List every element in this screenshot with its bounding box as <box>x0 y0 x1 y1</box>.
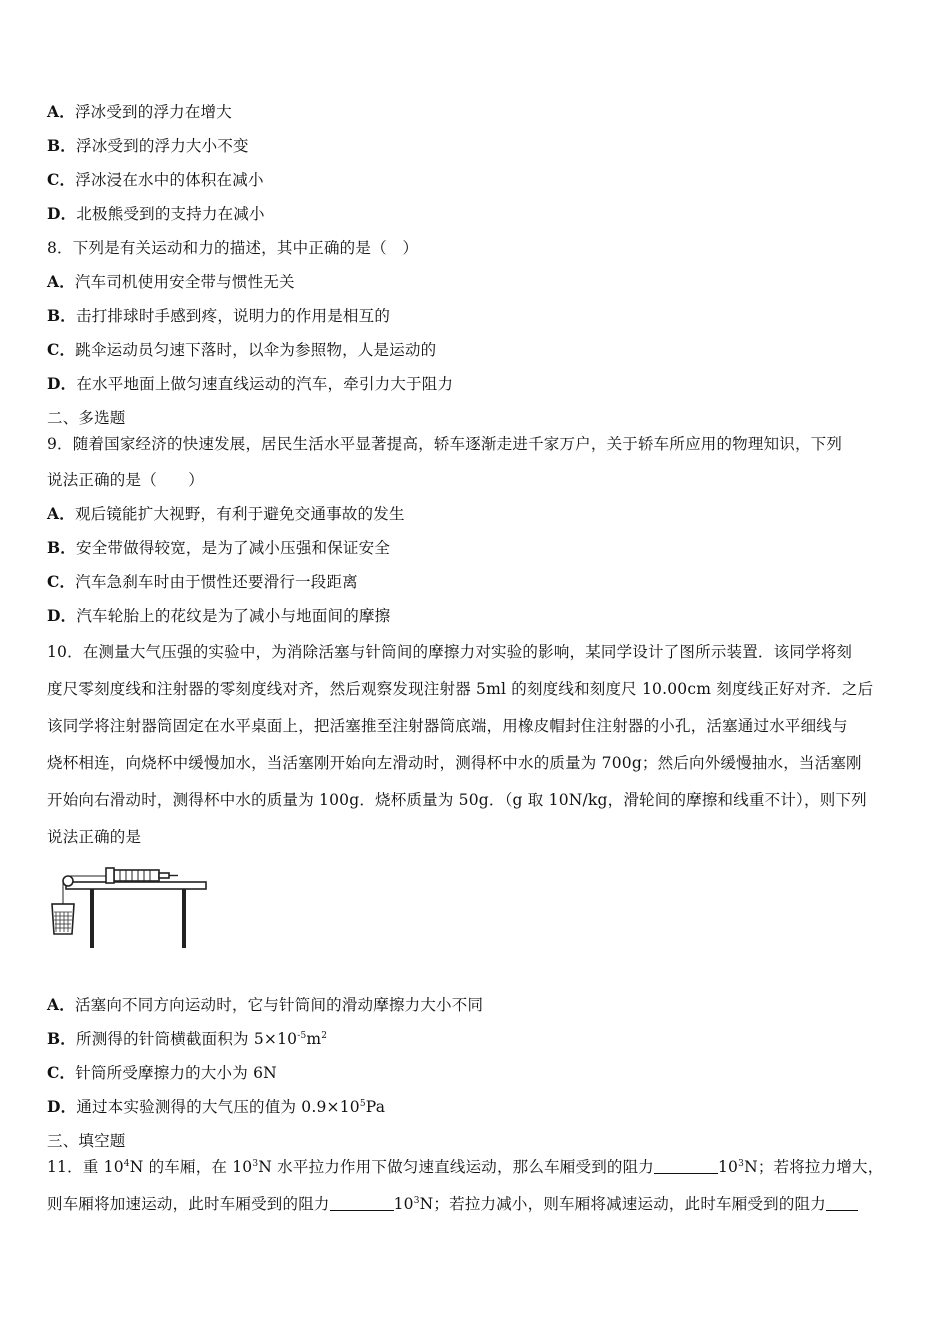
section-title-multi-choice: 二、多选题 <box>47 409 126 427</box>
q8-stem: 8．下列是有关运动和力的描述，其中正确的是（ ） <box>47 239 419 257</box>
q7-option-a: A．浮冰受到的浮力在增大 <box>47 102 232 121</box>
q9-option-d: D．汽车轮胎上的花纹是为了减小与地面间的摩擦 <box>47 606 391 625</box>
q9-option-c: C．汽车急刹车时由于惯性还要滑行一段距离 <box>47 572 358 591</box>
q8-option-d: D．在水平地面上做匀速直线运动的汽车，牵引力大于阻力 <box>47 374 454 393</box>
q10-stem-line-6: 说法正确的是 <box>47 828 142 846</box>
q10-option-a: A．活塞向不同方向运动时，它与针筒间的滑动摩擦力大小不同 <box>47 995 484 1014</box>
q9-option-a: A．观后镜能扩大视野，有利于避免交通事故的发生 <box>47 504 405 523</box>
syringe-plunger <box>106 868 114 883</box>
q10-stem-line-2: 度尺零刻度线和注射器的零刻度线对齐，然后观察发现注射器 5ml 的刻度线和刻度尺 10.00cm 刻度线正好对齐．之后 <box>47 680 874 698</box>
section-title-fill-blank: 三、填空题 <box>47 1132 126 1150</box>
answer-blank-2[interactable] <box>330 1196 394 1211</box>
q8-option-b: B．击打排球时手感到疼，说明力的作用是相互的 <box>47 306 391 325</box>
q9-stem-line-1: 9．随着国家经济的快速发展，居民生活水平显著提高，轿车逐渐走进千家万户，关于轿车所应用的物理知识，下列 <box>47 435 843 453</box>
table-top <box>66 882 206 889</box>
q7-option-c: C．浮冰浸在水中的体积在减小 <box>47 170 264 189</box>
q11-line-2: 则车厢将加速运动，此时车厢受到的阻力 $10^3N$；若拉力减小，则车厢将减速运动，此时车厢受到的阻力 <box>47 1194 858 1214</box>
q10-option-c: C．针筒所受摩擦力的大小为 6N <box>47 1063 277 1082</box>
q10-stem-line-4: 烧杯相连，向烧杯中缓慢加水，当活塞刚开始向左滑动时，测得杯中水的质量为 700g；然后向外缓慢抽水，当活塞刚 <box>47 754 862 772</box>
syringe-nozzle <box>159 873 169 878</box>
q10-option-d: D．通过本实验测得的大气压的值为 $0.9\times 10^5Pa$ <box>47 1097 386 1116</box>
q10-stem-line-3: 该同学将注射器筒固定在水平桌面上，把活塞推至注射器筒底端，用橡皮帽封住注射器的小孔，活塞通过水平细线与 <box>47 717 848 735</box>
answer-blank-3[interactable] <box>826 1196 858 1211</box>
q10-option-b: B．所测得的针筒横截面积为 $5\times 10^{-5}m^2$ <box>47 1029 328 1048</box>
syringe-barrel <box>114 870 159 881</box>
q7-option-b: B．浮冰受到的浮力大小不变 <box>47 136 249 155</box>
q7-option-d: D．北极熊受到的支持力在减小 <box>47 204 265 223</box>
q11-line-1: 11．重 $10^4N$ 的车厢，在 $10^3N$ 水平拉力作用下做匀速直线运动，那么车厢受到的阻力 $10^3N$；若将拉力增大， <box>47 1158 884 1176</box>
syringe-apparatus-figure <box>48 862 218 974</box>
q10-stem-line-1: 10．在测量大气压强的实验中，为消除活塞与针筒间的摩擦力对实验的影响，某同学设计了图所示装置．该同学将刻 <box>47 643 853 661</box>
pulley <box>63 876 73 886</box>
beaker <box>52 904 74 934</box>
q9-option-b: B．安全带做得较宽，是为了减小压强和保证安全 <box>47 538 391 557</box>
q8-option-c: C．跳伞运动员匀速下落时，以伞为参照物，人是运动的 <box>47 340 437 359</box>
answer-blank-1[interactable] <box>654 1159 718 1174</box>
q9-stem-line-2: 说法正确的是（ ） <box>47 471 205 489</box>
q8-option-a: A．汽车司机使用安全带与惯性无关 <box>47 272 295 291</box>
q10-stem-line-5: 开始向右滑动时，测得杯中水的质量为 100g．烧杯质量为 50g．（g 取 10N/kg，滑轮间的摩擦和线重不计），则下列 <box>47 791 867 809</box>
